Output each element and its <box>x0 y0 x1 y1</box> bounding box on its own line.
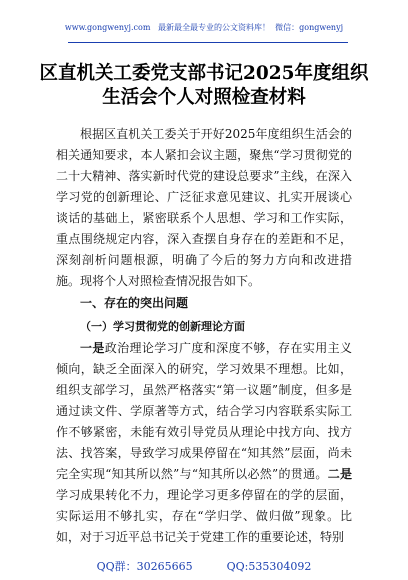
document-title-line-1: 区直机关工委党支部书记2025年度组织 <box>39 63 369 84</box>
page-header <box>0 22 408 33</box>
subsection-heading-1: （一）学习贯彻党的创新理论方面 <box>80 320 245 333</box>
header-divider <box>68 42 348 43</box>
point-text-1: 政治理论学习广度和深度不够，存在实用主义倾向，缺乏全面深入的研究，学习效果不理想。比如，组织支部学习，虽然严格落实“第一议题”制度，但多是通过读文件、学原著等方式，结合学习内容联系实际工作不够紧密，未能有效引导党员从理论中找方向、找方法、找答案，导致学习成果停留在“知其然”层面，尚未完全实现“知其所以然”与“知其所以必然”的贯通。 <box>56 341 352 481</box>
footer-qq-group: QQ群：30265665 <box>96 560 193 573</box>
document-body <box>56 124 352 548</box>
header-wechat: 微信：gongwenyj <box>275 23 344 32</box>
document-title-line-2: 生活会个人对照检查材料 <box>102 87 306 108</box>
point-text-2: 学习成果转化不力，理论学习更多停留在的学的层面，实际运用不够扎实，存在“学归学、做归做”现象。比如，对于习近平总书记关于党建工作的重要论述，特别 <box>56 488 352 544</box>
footer-qq-number: QQ:535304092 <box>226 560 312 573</box>
intro-paragraph: 根据区直机关工委关于开好2025年度组织生活会的相关通知要求，本人紧扣会议主题，聚焦“学习贯彻党的二十大精神、落实新时代党的建设总要求”主线，在深入学习党的创新理论、广泛征求意见建议、扎实开展谈心谈话的基础上，紧密联系个人思想、学习和工作实际，重点围绕规定内容，深入查摆自身存在的差距和不足，深刻剖析问题根源，明确了今后的努力方向和改进措施。现将个人对照检查情况报告如下。 <box>56 127 352 288</box>
header-slogan: 最新最全最专业的公文资料库！ <box>158 23 271 32</box>
section-heading-1: 一、存在的突出问题 <box>80 296 189 310</box>
point-lead-1: 一是 <box>80 341 105 355</box>
problem-paragraph <box>56 338 352 548</box>
header-website[interactable]: www.gongwenyj.com <box>64 23 151 32</box>
page-footer <box>0 558 408 574</box>
point-lead-2: 二是 <box>327 467 352 481</box>
